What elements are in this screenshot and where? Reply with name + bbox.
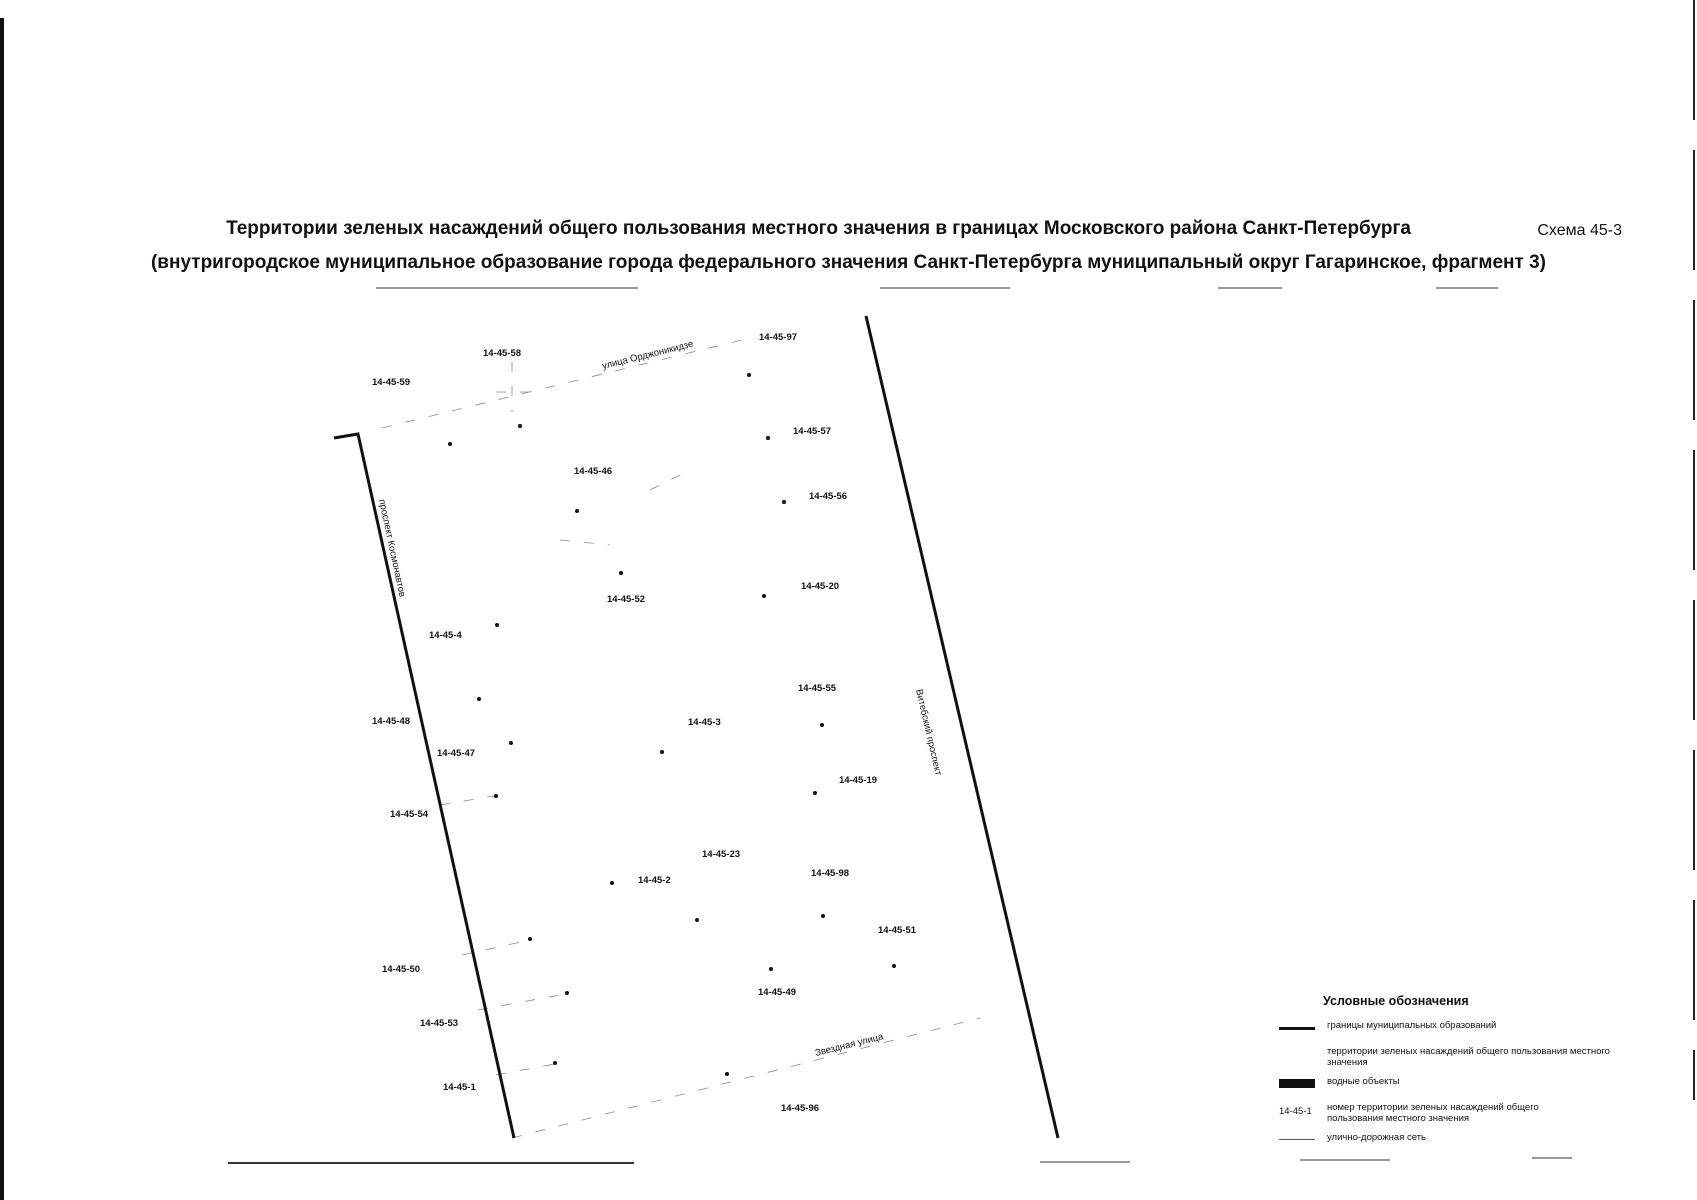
territory-label: 14-45-52 bbox=[607, 594, 646, 605]
scheme-number: Схема 45-3 bbox=[1537, 222, 1622, 239]
street-label-ordzhonikidze: улица Орджоникидзе bbox=[601, 338, 695, 372]
legend-title: Условные обозначения bbox=[1323, 994, 1469, 1008]
road-network bbox=[382, 338, 980, 1138]
number-sample: 14-45-1 bbox=[1279, 1106, 1312, 1117]
territory-label: 14-45-57 bbox=[793, 426, 832, 437]
border-kosmonavtov bbox=[334, 434, 514, 1138]
territory-label: 14-45-97 bbox=[759, 332, 798, 343]
legend-item-label: номер территории зеленых насаждений общего пользования местного значения bbox=[1327, 1102, 1539, 1124]
street-label-vitebsky: Витебский проспект bbox=[913, 688, 944, 777]
legend-item-borders bbox=[1275, 1020, 1635, 1040]
territory-label: 14-45-51 bbox=[878, 925, 917, 936]
territory-label: 14-45-55 bbox=[798, 683, 837, 694]
street-labels bbox=[376, 339, 944, 1059]
territory-label: 14-45-2 bbox=[638, 875, 671, 886]
territory-label: 14-45-96 bbox=[781, 1103, 820, 1114]
territory-label: 14-45-4 bbox=[429, 630, 462, 641]
territory-label: 14-45-3 bbox=[688, 717, 721, 728]
territory-label: 14-45-19 bbox=[839, 775, 878, 786]
territory-label: 14-45-46 bbox=[574, 466, 613, 477]
territory-label: 14-45-23 bbox=[702, 849, 741, 860]
legend-item-label: улично-дорожная сеть bbox=[1327, 1132, 1427, 1143]
territory-label: 14-45-47 bbox=[437, 748, 476, 759]
street-label-zvezdnaya: Звездная улица bbox=[814, 1031, 885, 1059]
territory-label: 14-45-49 bbox=[758, 987, 797, 998]
territory-label: 14-45-53 bbox=[420, 1018, 459, 1029]
legend-item-label: водные объекты bbox=[1327, 1076, 1400, 1087]
territory-labels bbox=[372, 332, 917, 1114]
legend-item-water bbox=[1275, 1076, 1635, 1096]
border-vitebsky bbox=[866, 316, 1058, 1138]
water-fill-icon bbox=[1279, 1079, 1315, 1088]
border-line-icon bbox=[1279, 1027, 1315, 1030]
legend-item-green-areas bbox=[1275, 1046, 1635, 1070]
territory-label: 14-45-54 bbox=[390, 809, 429, 820]
territory-markers bbox=[448, 373, 896, 1076]
legend-item-label: территории зеленых насаждений общего пользования местного значения bbox=[1327, 1046, 1610, 1068]
legend-item-label: границы муниципальных образований bbox=[1327, 1020, 1497, 1031]
territory-label: 14-45-50 bbox=[382, 964, 421, 975]
title-line-1-text: Территории зеленых насаждений общего пользования местного значения в границах Московского района Санкт-Петербурга bbox=[226, 218, 1411, 239]
title-line-2: (внутригородское муниципальное образование города федерального значения Санкт-Петербурга муниципальный округ Гагаринское, фрагмент 3) bbox=[150, 252, 1546, 273]
legend-item-territory-number bbox=[1275, 1102, 1635, 1126]
territory-label: 14-45-1 bbox=[443, 1082, 476, 1093]
territory-label: 14-45-20 bbox=[801, 581, 840, 592]
territory-label: 14-45-98 bbox=[811, 868, 850, 879]
territory-label: 14-45-58 bbox=[483, 348, 522, 359]
territory-label: 14-45-48 bbox=[372, 716, 411, 727]
map-legend bbox=[1275, 994, 1635, 1158]
road-line-icon bbox=[1279, 1139, 1315, 1140]
street-label-kosmonavtov: проспект Космонавтов bbox=[376, 498, 408, 598]
legend-item-roads bbox=[1275, 1132, 1635, 1152]
territory-label: 14-45-59 bbox=[372, 377, 411, 388]
territory-label: 14-45-56 bbox=[809, 491, 848, 502]
